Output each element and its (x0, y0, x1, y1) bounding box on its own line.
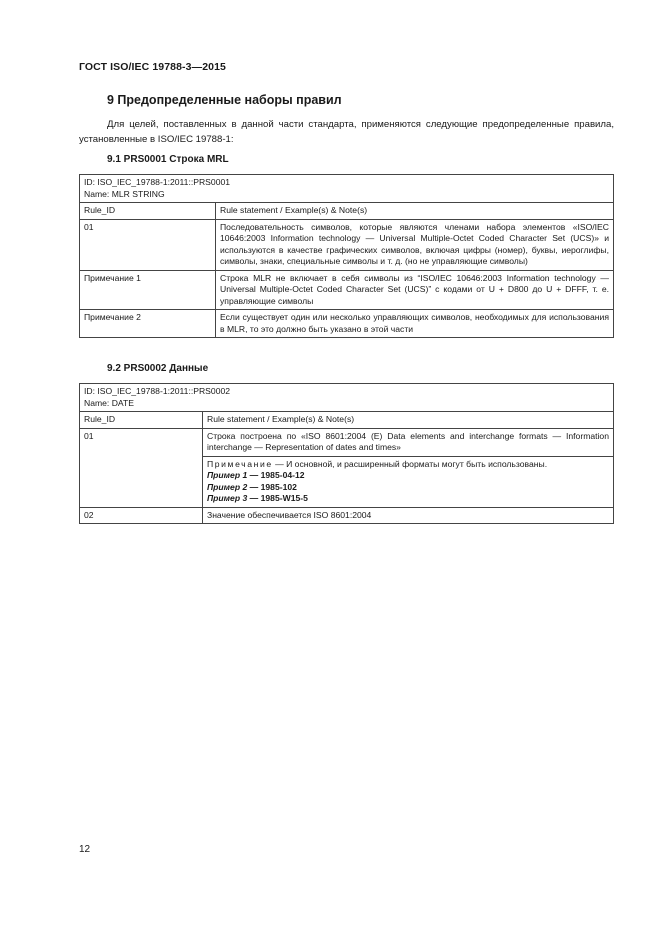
note-line (207, 459, 609, 471)
rule-id-cell: Примечание 1 (80, 270, 216, 310)
note-label: Примечание (207, 458, 273, 469)
subsection-title-9-2: 9.2 PRS0002 Данные (107, 363, 209, 374)
table-row (80, 507, 614, 524)
table-row (80, 428, 614, 456)
rule-note-cell (203, 456, 614, 507)
example-label: Пример 1 — (207, 470, 259, 480)
table-id-row (80, 175, 614, 203)
table-id-cell (80, 384, 614, 412)
section-intro: Для целей, поставленных в данной части стандарта, применяются следующие предопределенные правила, установленные в ISO/IEC 19788-1: (79, 119, 614, 145)
table-id-line: ID: ISO_IEC_19788-1:2011::PRS0001 (84, 177, 231, 187)
rule-id-cell: 01 (80, 219, 216, 270)
standard-header: ГОСТ ISO/IEC 19788-3—2015 (79, 61, 226, 73)
rule-statement-cell: Если существует один или несколько управляющих символов, необходимых для использования в MLR, то это должно быть указано в этой части (216, 310, 614, 338)
rule-id-cell: Примечание 2 (80, 310, 216, 338)
example-line (207, 493, 609, 505)
example-line (207, 482, 609, 494)
rule-statement-cell: Последовательность символов, которые являются членами набора элементов «ISO/IEC 10646:2003 Information technology — Universal Multiple-Octet Coded Character Set (UCS)» и используются в качестве графических символов, включая цифры (номер), буквы, иероглифы, символы, знаки, специальные символы и т. д. (но не управляющие символы) (216, 219, 614, 270)
table-id-row (80, 384, 614, 412)
rule-id-cell: 01 (80, 428, 203, 507)
col-header-statement: Rule statement / Example(s) & Note(s) (216, 203, 614, 220)
rule-statement-cell: Значение обеспечивается ISO 8601:2004 (203, 507, 614, 524)
example-line (207, 470, 609, 482)
table-id-line: ID: ISO_IEC_19788-1:2011::PRS0002 (84, 386, 231, 396)
table-header-row (80, 412, 614, 429)
rules-table-prs0001 (79, 174, 614, 338)
example-value: 1985-W15-5 (258, 493, 308, 503)
table-row (80, 219, 614, 270)
example-label: Пример 2 — (207, 481, 259, 492)
table-name-line: Name: DATE (84, 397, 134, 408)
table-row (80, 310, 614, 338)
rule-statement-cell: Строка MLR не включает в себя символы из “ISO/IEC 10646:2003 Information technology — Universal Multiple-Octet Coded Character Set (UCS)” с кодами от U + D800 до U + DFFF, т. е. управляющие символы (216, 270, 614, 310)
table-id-cell (80, 175, 614, 203)
rule-statement-cell: Строка построена по «ISO 8601:2004 (E) Data elements and interchange formats — Information interchange — Representation of dates and times» (203, 428, 614, 456)
table-header-row (80, 203, 614, 220)
page-number: 12 (79, 844, 91, 855)
example-value: 1985-04-12 (258, 470, 305, 480)
rule-id-cell: 02 (80, 507, 203, 524)
col-header-statement: Rule statement / Example(s) & Note(s) (203, 412, 614, 429)
example-value: 1985-102 (258, 481, 297, 492)
example-label: Пример 3 — (207, 493, 259, 503)
section-title: 9 Предопределенные наборы правил (107, 93, 342, 107)
col-header-rule-id: Rule_ID (80, 412, 203, 429)
table-name-line: Name: MLR STRING (84, 188, 165, 199)
table-row (80, 270, 614, 310)
subsection-title-9-1: 9.1 PRS0001 Строка MRL (107, 154, 229, 165)
note-text: — И основной, и расширенный форматы могут быть использованы. (272, 458, 548, 469)
col-header-rule-id: Rule_ID (80, 203, 216, 220)
rules-table-prs0002 (79, 383, 614, 524)
